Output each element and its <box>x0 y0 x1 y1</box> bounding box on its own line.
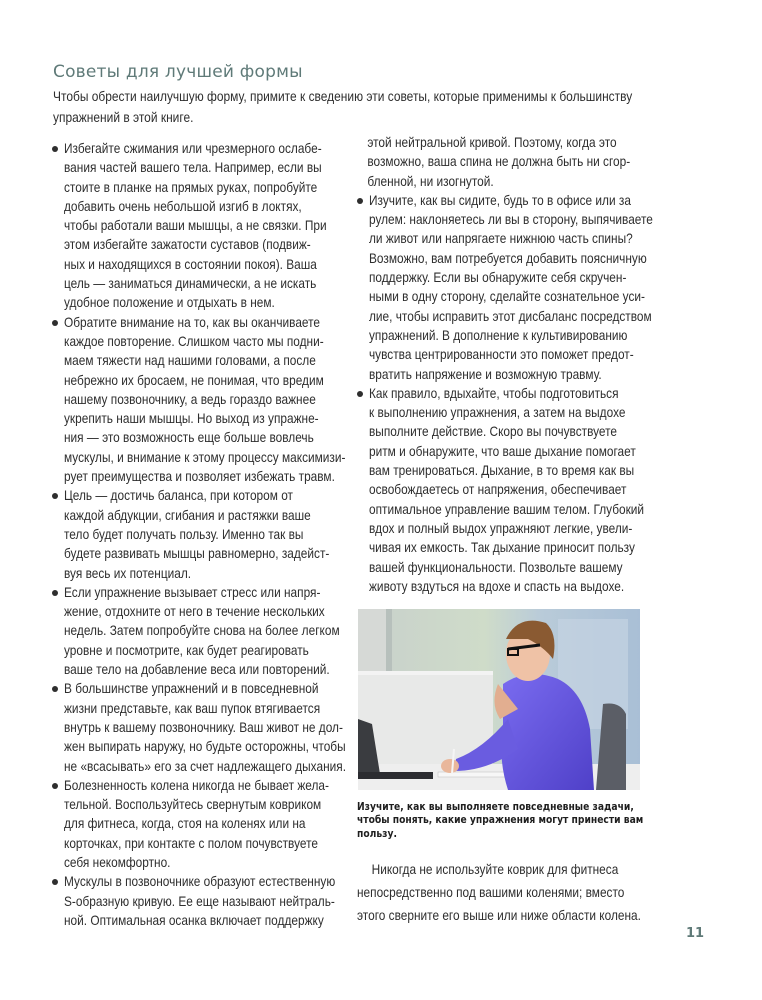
wall-panel <box>358 609 386 679</box>
bullet-line: Как правило, вдыхайте, чтобы подготовиться <box>369 385 619 401</box>
bullet-line: чувства центрированности это поможет предот- <box>369 347 634 363</box>
bullet-line: тельной. Воспользуйтесь свернутым ковриком <box>64 797 322 813</box>
bullet-item <box>357 191 657 384</box>
intro-line: упражнений в этой книге. <box>53 110 194 125</box>
bullet-line: жизни представьте, как ваш пупок втягивается <box>64 700 321 716</box>
bullet-line: животу вздуться на вдохе и спасть на выдохе. <box>369 578 625 594</box>
bullet-item <box>52 776 347 872</box>
bullet-line: ли живот или напрягаете нижнюю часть спины? <box>369 231 633 247</box>
laptop-keyboard <box>358 772 433 779</box>
left-column <box>52 139 347 930</box>
bullet-line: вашей функциональности. Позвольте вашему <box>369 559 623 575</box>
bullet-line: внутрь к вашему позвоночнику. Ваш живот не дол- <box>64 719 343 735</box>
bullet-line: тело будет получать пользу. Именно так вы <box>64 526 304 542</box>
bullet-line: В большинстве упражнений и в повседневной <box>64 681 319 697</box>
bullet-item <box>52 872 347 930</box>
wall-frame <box>386 609 392 679</box>
bullet-item <box>52 583 347 679</box>
bullet-line: себя некомфортно. <box>64 854 171 870</box>
continuation-line: этой нейтральной кривой. Поэтому, когда это <box>367 135 617 150</box>
bullet-line: освобождаетесь от напряжения, обеспечивает <box>369 482 627 498</box>
caption-line: пользу. <box>357 828 397 840</box>
bullet-icon <box>52 146 58 152</box>
bullet-icon <box>357 198 363 204</box>
bullet-line: Возможно, вам потребуется добавить поясничную <box>369 250 647 266</box>
bullet-line: упражнений. В дополнение к культивированию <box>369 327 628 343</box>
bullet-line: выполните действие. Скоро вы почувствуете <box>369 424 618 440</box>
bullet-line: Изучите, как вы сидите, будь то в офисе или за <box>369 192 631 208</box>
continuation-paragraph <box>357 133 657 191</box>
intro-paragraph <box>53 86 687 128</box>
bullet-line: укрепить наши мышцы. Но выход из упражне- <box>64 411 319 427</box>
note-paragraph <box>357 858 657 927</box>
intro-line: Чтобы обрести наилучшую форму, примите к сведению эти советы, которые применимы к большинству <box>53 89 633 104</box>
bullet-line: ния — это возможность еще больше вовлечь <box>64 430 314 446</box>
note-line: Никогда не используйте коврик для фитнеса <box>371 862 619 877</box>
continuation-line: возможно, ваша спина не должна быть ни сгор- <box>367 154 631 170</box>
bullet-line: небрежно их бросаем, не понимая, что вредим <box>64 372 324 388</box>
bullet-line: недель. Затем попробуйте снова на более легком <box>64 623 340 639</box>
bullet-line: Обратите внимание на то, как вы оканчиваете <box>64 314 321 330</box>
note-line: этого сверните его выше или ниже области колена. <box>357 908 641 923</box>
bullet-line: будете развивать мышцы равномерно, задейст- <box>64 546 330 562</box>
person-hand <box>441 759 459 773</box>
bullet-line: удобное положение и отдыхать в нем. <box>64 295 275 311</box>
bullet-line: каждое повторение. Слишком часто мы подни- <box>64 333 324 349</box>
bullet-line: корточках, при контакте с полом почувствуете <box>64 835 318 851</box>
bullet-icon <box>357 391 363 397</box>
bullet-line: рулем: наклоняетесь ли вы в сторону, выпячиваете <box>369 212 653 228</box>
bullet-item <box>52 486 347 582</box>
bullet-line: ритм и обнаружите, что ваше дыхание помогает <box>369 443 636 459</box>
bullet-line: жен выпирать наружу, но будьте осторожны, чтобы <box>64 739 346 755</box>
bullet-line: Если упражнение вызывает стресс или напря- <box>64 584 321 600</box>
bullet-icon <box>52 879 58 885</box>
bullet-line: вам тренироваться. Дыхание, в то время как вы <box>369 463 635 479</box>
bullet-line: нашему позвоночнику, а ведь гораздо важнее <box>64 391 316 407</box>
bullet-line: Мускулы в позвоночнике образуют естественную <box>64 874 336 890</box>
bullet-line: ваше тело на добавление веса или повторений. <box>64 662 330 678</box>
bullet-line: вания частей вашего тела. Например, если вы <box>64 160 322 176</box>
bullet-icon <box>52 590 58 596</box>
bullet-line: добавить очень небольшой изгиб в локтях, <box>64 198 302 214</box>
bullet-line: вратить напряжение и возможную травму. <box>369 366 602 382</box>
bullet-line: не «всасывать» его за счет надлежащего дыхания. <box>64 758 346 774</box>
bullet-line: для фитнеса, когда, стоя на коленях или на <box>64 816 306 832</box>
bullet-line: поддержку. Если вы обнаружите себя скручен- <box>369 270 627 286</box>
bullet-line: Избегайте сжимания или чрезмерного ослабе- <box>64 141 322 156</box>
bullet-line: вуя весь их потенциал. <box>64 565 192 581</box>
bullet-icon <box>52 493 58 499</box>
bullet-line: цель — заниматься динамически, а не искать <box>64 276 317 292</box>
bullet-line: мускулы, и внимание к этому процессу максимизи- <box>64 449 346 465</box>
right-column <box>357 133 657 596</box>
bullet-line: этом избегайте зажатости суставов (подвиж- <box>64 237 311 253</box>
note-line: непосредственно под вашими коленями; вместо <box>357 885 625 900</box>
section-heading: Советы для лучшей формы <box>53 62 303 82</box>
bullet-line: рует преимущества и позволяет избежать травм. <box>64 469 335 485</box>
divider-top <box>358 671 493 675</box>
bullet-line: чивая их емкость. Так дыхание приносит пользу <box>369 540 635 556</box>
bullet-line: ной. Оптимальная осанка включает поддержку <box>64 912 324 928</box>
office-photo <box>358 609 640 790</box>
bullet-item <box>357 384 657 596</box>
bullet-icon <box>52 783 58 789</box>
caption-line: чтобы понять, какие упражнения могут принести вам <box>357 815 644 827</box>
bullet-line: ных и находящихся в состоянии покоя). Ваша <box>64 256 317 272</box>
bullet-line: лие, чтобы исправить этот дисбаланс посредством <box>369 308 652 324</box>
bullet-line: жение, отдохните от него в течение нескольких <box>64 604 325 620</box>
bullet-line: стоите в планке на прямых руках, попробуйте <box>64 179 318 195</box>
bullet-line: Цель — достичь баланса, при котором от <box>64 488 293 504</box>
bullet-line: к выполнению упражнения, а затем на выдохе <box>369 405 626 421</box>
bullet-icon <box>52 686 58 692</box>
bullet-line: оптимальное управление вашим телом. Глубокий <box>369 501 645 517</box>
bullet-line: Болезненность колена никогда не бывает жела- <box>64 777 329 793</box>
photo-illustration <box>358 609 640 790</box>
bullet-icon <box>52 320 58 326</box>
bullet-line: ными в одну сторону, сделайте сознательное уси- <box>369 289 645 305</box>
page-number: 11 <box>686 926 705 941</box>
bullet-line: каждой абдукции, сгибания и растяжки ваше <box>64 507 311 523</box>
bullet-item <box>52 679 347 775</box>
bullet-item <box>52 313 347 487</box>
bullet-line: маем тяжести над нашими головами, а после <box>64 353 316 369</box>
caption-line: Изучите, как вы выполняете повседневные задачи, <box>357 802 634 813</box>
continuation-line: бленной, ни изогнутой. <box>367 173 494 189</box>
bullet-line: чтобы работали ваши мышцы, а не связки. При <box>64 218 327 234</box>
bullet-item <box>52 139 347 313</box>
photo-caption <box>357 801 657 841</box>
bullet-line: уровне и посмотрите, как будет реагировать <box>64 642 309 658</box>
bullet-line: вдох и полный выдох упражняют легкие, увели- <box>369 520 633 536</box>
bullet-line: S-образную кривую. Ее еще называют нейтраль- <box>64 893 335 909</box>
